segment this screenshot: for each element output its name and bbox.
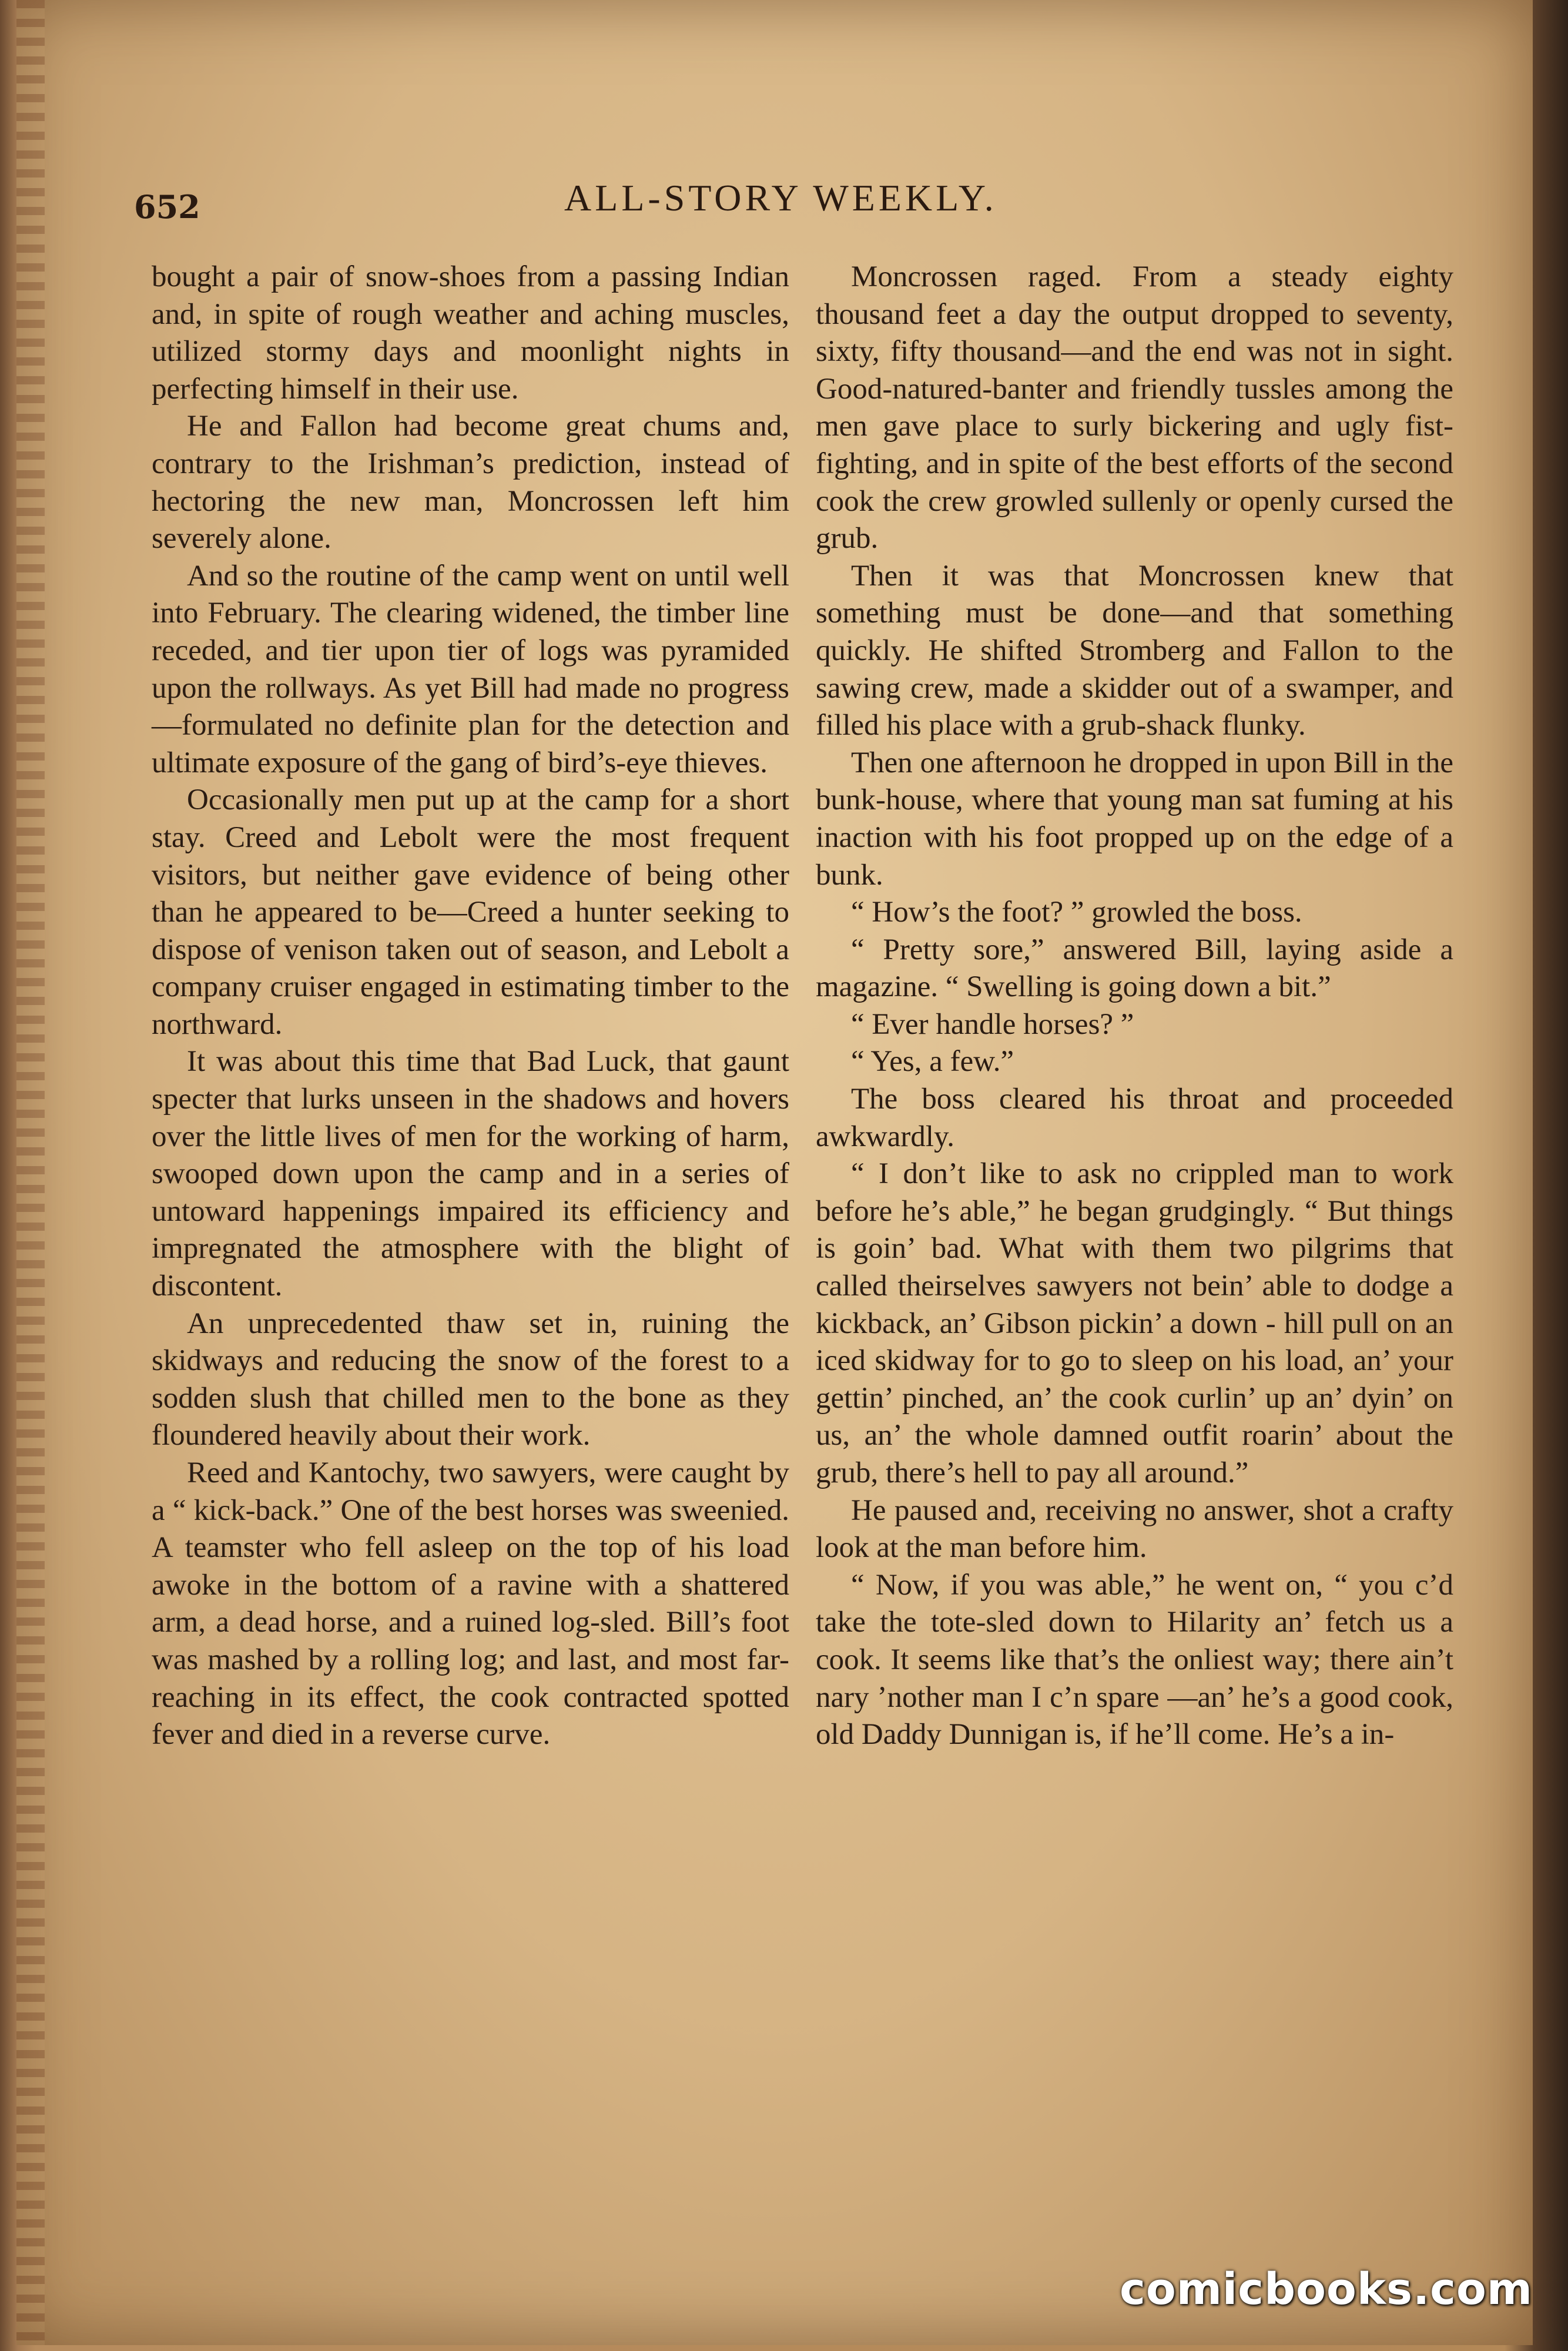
paragraph: “ Ever handle horses? ”: [851, 1007, 1134, 1041]
paragraph: Reed and Kantochy, two sawyers, were caught by a “ kick-back.” One of the best horses was sweenied. A teamster who fell asleep on the top of his load awoke in the bottom of a ravine with a shattered arm, a dead horse, and a ruined log-sled. Bill’s foot was mashed by a rolling log; and last, and most far-reaching in its effect, the cook contracted spotted fever and died in a reverse curve.: [152, 1456, 789, 1751]
running-head: ALL-STORY WEEKLY.: [564, 177, 997, 219]
watermark: comicbooks.com: [1120, 2264, 1533, 2315]
paragraph: Moncrossen raged. From a steady eighty thousand feet a day the output dropped to seventy, sixty, fifty thousand—and the end was not in sight. Good-natured-banter and friendly tussles among the men gave place to surly bickering and ugly fist-fighting, and in spite of the best efforts of the second cook the crew growled sullenly or openly cursed the grub.: [816, 260, 1453, 555]
paragraph: Then one afternoon he dropped in upon Bill in the bunk-house, where that young man sat fuming at his inaction with his foot propped up on the edge of a bunk.: [816, 746, 1453, 892]
right-column: [816, 259, 1453, 1754]
page-number: 652: [134, 188, 200, 226]
paragraph: “ Yes, a few.”: [851, 1045, 1014, 1079]
paragraph: He paused and, receiving no answer, shot a crafty look at the man before him.: [816, 1493, 1453, 1565]
paragraph: “ I don’t like to ask no crippled man to work before he’s able,” he began grudgingly. “ But things is goin’ bad. What with them two pilgrims that called theirselves sawyers not bein’ able to dodge a kickback, an’ Gibson pickin’ a down - hill pull on an iced skidway for to go to sleep on his load, an’ your gettin’ pinched, an’ the cook curlin’ up an’ dyin’ on us, an’ the whole damned outfit roarin’ about the grub, there’s hell to pay all around.”: [816, 1157, 1453, 1489]
paragraph: The boss cleared his throat and proceeded awkwardly.: [816, 1083, 1453, 1153]
paragraph: Occasionally men put up at the camp for a short stay. Creed and Lebolt were the most frequent visitors, but neither gave evidence of being other than he appeared to be—Creed a hunter seeking to dispose of venison taken out of season, and Lebolt a company cruiser engaged in estimating timber to the northward.: [152, 783, 789, 1041]
paragraph: Then it was that Moncrossen knew that something must be done—and that something quickly. He shifted Stromberg and Fallon to the sawing crew, made a skidder out of a swamper, and filled his place with a grub-shack flunky.: [816, 559, 1453, 742]
paragraph: “ How’s the foot? ” growled the boss.: [851, 896, 1302, 929]
paragraph: bought a pair of snow-shoes from a passing Indian and, in spite of rough weather and aching muscles, utilized stormy days and moonlight nights in perfecting himself in their use.: [152, 260, 789, 406]
page-header: [118, 165, 1458, 229]
paragraph: An unprecedented thaw set in, ruining the skidways and reducing the snow of the forest to a sodden slush that chilled men to the bone as they floundered heavily about their work.: [152, 1307, 789, 1452]
paragraph: “ Pretty sore,” answered Bill, laying aside a magazine. “ Swelling is going down a bit.”: [816, 933, 1453, 1004]
paragraph: He and Fallon had become great chums and, contrary to the Irishman’s prediction, instead of hectoring the new man, Moncrossen left him severely alone.: [152, 410, 789, 555]
paragraph: And so the routine of the camp went on until well into February. The clearing widened, the timber line receded, and tier upon tier of logs was pyramided upon the rollways. As yet Bill had made no progress—formulated no definite plan for the detection and ultimate exposure of the gang of bird’s-eye thieves.: [152, 559, 789, 779]
left-column: [152, 259, 789, 1754]
paragraph: “ Now, if you was able,” he went on, “ you c’d take the tote-sled down to Hilarity an’ fetch us a cook. It seems like that’s the onliest way; there ain’t nary ’nother man I c’n spare —an’ he’s a good cook, old Daddy Dunnigan is, if he’ll come. He’s a in-: [816, 1568, 1453, 1751]
page-binding-edge: [16, 0, 45, 2345]
paragraph: It was about this time that Bad Luck, that gaunt specter that lurks unseen in the shadows and hovers over the little lives of men for the working of harm, swooped down upon the camp and in a series of untoward happenings impaired its efficiency and impregnated the atmosphere with the blight of discontent.: [152, 1045, 789, 1303]
